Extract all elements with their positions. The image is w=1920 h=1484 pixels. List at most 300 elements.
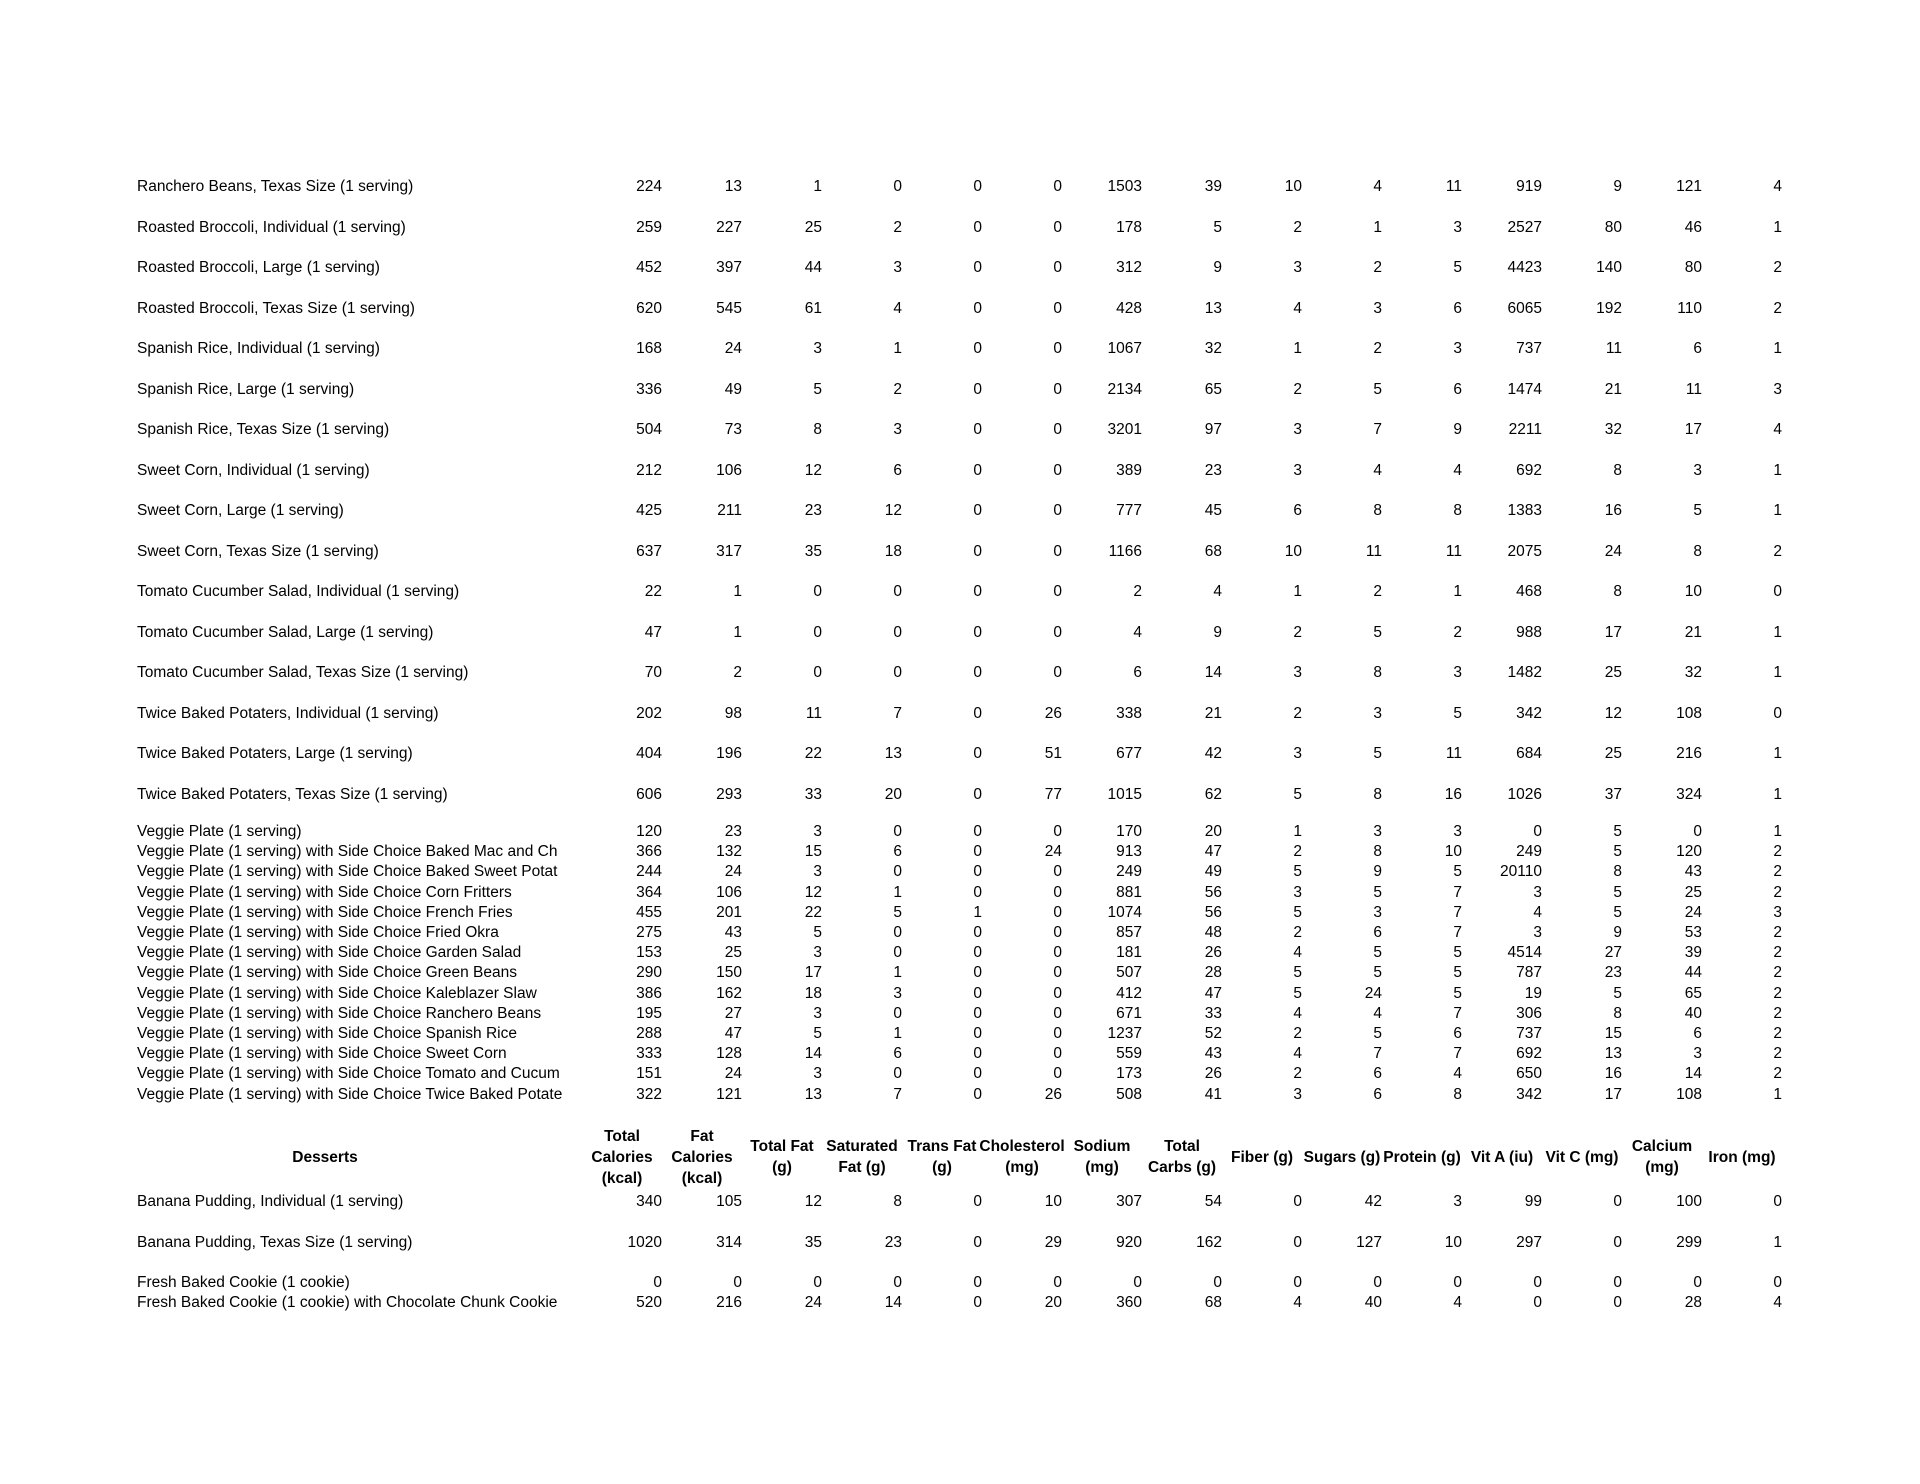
row-value: 13	[724, 178, 742, 195]
row-value: 637	[636, 542, 662, 560]
row-value: 216	[1676, 745, 1702, 762]
row-value: 692	[1516, 461, 1542, 479]
row-value: 3	[1453, 340, 1462, 357]
row-value: 6	[1453, 299, 1462, 317]
row-value: 2	[1293, 380, 1302, 398]
row-value: 17	[1604, 1085, 1622, 1103]
row-value: 428	[1116, 299, 1142, 317]
row-value: 0	[1373, 1274, 1382, 1291]
row-value: 3	[813, 1004, 822, 1022]
row-value: 3	[1293, 421, 1302, 438]
row-value: 40	[1364, 1294, 1382, 1312]
row-value: 4	[1373, 1004, 1382, 1022]
row-value: 0	[733, 1274, 742, 1291]
row-value: 0	[1053, 1004, 1062, 1022]
section-title-desserts: Desserts	[292, 1148, 358, 1166]
row-value: 162	[716, 984, 742, 1002]
row-value: 0	[973, 964, 982, 982]
row-value: 32	[1204, 340, 1222, 357]
row-item-name: Spanish Rice, Large (1 serving)	[137, 380, 355, 398]
row-value: 2	[893, 218, 902, 236]
row-value: 20	[1044, 1294, 1062, 1312]
row-value: 99	[1524, 1193, 1542, 1210]
row-value: 3	[1373, 704, 1382, 722]
row-value: 52	[1204, 1025, 1222, 1042]
row-value: 14	[804, 1045, 822, 1063]
row-item-name: Sweet Corn, Texas Size (1 serving)	[137, 542, 379, 560]
row-value: 132	[716, 843, 742, 861]
row-value: 7	[1453, 883, 1462, 901]
row-value: 0	[1053, 964, 1062, 982]
row-value: 24	[724, 1065, 742, 1083]
row-value: 0	[973, 823, 982, 840]
row-value: 1020	[627, 1233, 662, 1251]
row-item-name: Sweet Corn, Individual (1 serving)	[137, 461, 370, 479]
row-value: 3	[893, 259, 902, 276]
row-value: 26	[1204, 944, 1222, 962]
column-header: Fiber (g)	[1231, 1148, 1293, 1166]
row-value: 42	[1364, 1193, 1382, 1210]
row-value: 0	[973, 883, 982, 901]
column-header: Calcium (mg)	[1631, 1138, 1693, 1176]
row-value: 8	[893, 1193, 902, 1210]
row-value: 15	[804, 843, 822, 861]
row-value: 2	[1773, 924, 1782, 941]
row-value: 0	[1053, 1045, 1062, 1063]
row-value: 0	[973, 863, 982, 881]
row-value: 23	[1604, 964, 1622, 982]
row-value: 468	[1516, 583, 1542, 600]
row-value: 106	[716, 461, 742, 479]
row-value: 249	[1516, 843, 1542, 861]
row-value: 8	[1373, 664, 1382, 681]
row-value: 6	[1373, 1085, 1382, 1103]
row-value: 44	[1684, 964, 1702, 982]
row-value: 28	[1204, 964, 1222, 982]
row-value: 23	[804, 502, 822, 519]
row-value: 336	[636, 380, 662, 398]
row-value: 0	[1053, 259, 1062, 276]
row-value: 108	[1676, 704, 1702, 722]
row-value: 0	[1053, 218, 1062, 236]
row-value: 23	[1204, 461, 1222, 479]
row-value: 106	[716, 883, 742, 901]
row-value: 0	[973, 745, 982, 762]
row-value: 1	[1773, 1085, 1782, 1103]
row-value: 26	[1044, 1085, 1062, 1103]
row-value: 28	[1684, 1294, 1702, 1312]
row-value: 5	[1693, 502, 1702, 519]
row-value: 0	[1053, 178, 1062, 195]
row-value: 0	[973, 299, 982, 317]
row-value: 3	[813, 340, 822, 357]
row-value: 1237	[1107, 1025, 1142, 1042]
row-value: 288	[636, 1025, 662, 1042]
row-value: 0	[893, 823, 902, 840]
row-value: 40	[1684, 1004, 1702, 1022]
row-value: 2	[1773, 843, 1782, 861]
row-value: 0	[1693, 823, 1702, 840]
row-value: 0	[813, 623, 822, 641]
column-header: Cholesterol (mg)	[979, 1138, 1065, 1176]
row-value: 6	[1373, 924, 1382, 941]
row-value: 0	[1053, 340, 1062, 357]
row-value: 6	[1133, 664, 1142, 681]
row-value: 307	[1116, 1193, 1142, 1210]
row-value: 7	[1453, 924, 1462, 941]
row-value: 425	[636, 502, 662, 519]
row-value: 128	[716, 1045, 742, 1063]
row-value: 8	[1373, 785, 1382, 803]
row-value: 3	[893, 421, 902, 438]
row-value: 5	[1373, 883, 1382, 901]
row-value: 1474	[1507, 380, 1542, 398]
row-value: 37	[1604, 785, 1622, 803]
row-value: 47	[644, 623, 662, 641]
row-value: 338	[1116, 704, 1142, 722]
row-value: 12	[804, 461, 822, 479]
row-value: 0	[973, 944, 982, 962]
row-value: 24	[724, 340, 742, 357]
row-value: 2	[893, 380, 902, 398]
row-value: 43	[1684, 863, 1702, 881]
row-value: 10	[1284, 178, 1302, 195]
row-value: 178	[1116, 218, 1142, 236]
row-value: 3	[1533, 883, 1542, 901]
row-value: 11	[1445, 745, 1462, 762]
row-value: 1	[1293, 823, 1302, 840]
row-value: 68	[1204, 1294, 1222, 1312]
row-value: 216	[716, 1294, 742, 1312]
row-value: 5	[1373, 964, 1382, 982]
row-value: 1	[1773, 664, 1782, 681]
row-value: 913	[1116, 843, 1142, 861]
row-value: 0	[973, 542, 982, 560]
row-value: 23	[724, 823, 742, 840]
row-item-name: Tomato Cucumber Salad, Texas Size (1 serving)	[137, 664, 469, 681]
row-value: 14	[1204, 664, 1222, 681]
row-value: 22	[644, 583, 662, 600]
row-item-name: Twice Baked Potaters, Large (1 serving)	[137, 745, 413, 762]
row-value: 227	[716, 218, 742, 236]
row-value: 5	[1373, 623, 1382, 641]
row-value: 0	[1213, 1274, 1222, 1291]
row-value: 3	[1293, 745, 1302, 762]
row-value: 5	[1453, 944, 1462, 962]
row-value: 737	[1516, 1025, 1542, 1042]
row-value: 192	[1596, 299, 1622, 317]
row-value: 21	[1604, 380, 1622, 398]
row-value: 33	[804, 785, 822, 803]
row-value: 1	[1773, 745, 1782, 762]
row-value: 0	[1053, 883, 1062, 901]
row-value: 5	[1293, 984, 1302, 1002]
row-value: 212	[636, 461, 662, 479]
row-value: 0	[1053, 421, 1062, 438]
row-value: 105	[716, 1193, 742, 1210]
row-value: 224	[636, 178, 662, 195]
row-value: 6	[1693, 340, 1702, 357]
row-value: 6	[1293, 502, 1302, 519]
row-value: 13	[1204, 299, 1222, 317]
row-value: 293	[716, 785, 742, 803]
row-value: 7	[1373, 1045, 1382, 1063]
row-value: 150	[716, 964, 742, 982]
row-value: 4	[1293, 1294, 1302, 1312]
row-value: 80	[1604, 218, 1622, 236]
row-item-name: Veggie Plate (1 serving)	[137, 823, 302, 840]
row-value: 312	[1116, 259, 1142, 276]
row-value: 0	[973, 583, 982, 600]
row-value: 0	[893, 944, 902, 962]
row-value: 504	[636, 421, 662, 438]
row-value: 11	[1685, 380, 1702, 398]
row-value: 4	[1453, 1294, 1462, 1312]
row-value: 737	[1516, 340, 1542, 357]
row-value: 4	[1293, 299, 1302, 317]
row-value: 151	[636, 1065, 662, 1083]
row-value: 35	[804, 1233, 822, 1251]
row-value: 22	[804, 903, 822, 921]
row-value: 2	[1133, 583, 1142, 600]
row-value: 0	[893, 664, 902, 681]
column-header: Saturated Fat (g)	[826, 1138, 898, 1176]
row-value: 0	[973, 664, 982, 681]
row-value: 2211	[1508, 421, 1542, 438]
column-header: Trans Fat (g)	[907, 1138, 977, 1176]
row-value: 46	[1684, 218, 1702, 236]
row-value: 3	[1293, 883, 1302, 901]
row-value: 120	[1676, 843, 1702, 861]
row-value: 2	[1773, 299, 1782, 317]
row-value: 35	[804, 542, 822, 560]
row-value: 0	[813, 583, 822, 600]
row-value: 919	[1516, 178, 1542, 195]
row-value: 1	[893, 964, 902, 982]
row-value: 4	[1373, 178, 1382, 195]
row-value: 17	[1684, 421, 1702, 438]
row-value: 5	[1613, 903, 1622, 921]
row-value: 20	[1204, 823, 1222, 840]
row-value: 3	[1773, 903, 1782, 921]
row-value: 7	[893, 1085, 902, 1103]
row-value: 3	[813, 944, 822, 962]
row-item-name: Veggie Plate (1 serving) with Side Choice Fried Okra	[137, 924, 499, 941]
row-value: 6	[1373, 1065, 1382, 1083]
row-value: 153	[636, 944, 662, 962]
row-item-name: Veggie Plate (1 serving) with Side Choice Kaleblazer Slaw	[137, 984, 537, 1002]
row-value: 8	[1613, 863, 1622, 881]
row-value: 0	[893, 1065, 902, 1083]
row-value: 196	[716, 745, 742, 762]
row-value: 5	[1293, 785, 1302, 803]
row-value: 1	[1773, 623, 1782, 641]
row-value: 6	[893, 1045, 902, 1063]
row-value: 202	[636, 704, 662, 722]
row-value: 3201	[1107, 421, 1142, 438]
row-value: 3	[1293, 1085, 1302, 1103]
row-value: 9	[1613, 178, 1622, 195]
row-value: 0	[973, 785, 982, 803]
row-value: 1026	[1507, 785, 1542, 803]
row-value: 13	[884, 745, 902, 762]
row-value: 857	[1116, 924, 1142, 941]
row-value: 10	[1284, 542, 1302, 560]
row-value: 0	[1533, 1294, 1542, 1312]
row-value: 0	[1053, 623, 1062, 641]
row-item-name: Banana Pudding, Texas Size (1 serving)	[137, 1233, 413, 1251]
row-value: 3	[1373, 823, 1382, 840]
row-value: 2	[1773, 259, 1782, 276]
row-value: 41	[1204, 1085, 1222, 1103]
row-value: 48	[1204, 924, 1222, 941]
row-value: 62	[1204, 785, 1222, 803]
row-value: 1	[893, 883, 902, 901]
row-value: 0	[893, 924, 902, 941]
row-value: 3	[1293, 259, 1302, 276]
row-value: 4	[1213, 583, 1222, 600]
row-value: 140	[1596, 259, 1622, 276]
row-value: 0	[973, 1274, 982, 1291]
row-value: 1	[1373, 218, 1382, 236]
row-value: 2	[1373, 259, 1382, 276]
row-value: 6	[893, 843, 902, 861]
row-value: 20	[884, 785, 902, 803]
row-value: 397	[716, 259, 742, 276]
row-value: 14	[884, 1294, 902, 1312]
row-value: 3	[1453, 664, 1462, 681]
row-value: 4	[1373, 461, 1382, 479]
row-value: 1	[1773, 785, 1782, 803]
row-value: 6065	[1507, 299, 1542, 317]
row-value: 1015	[1107, 785, 1142, 803]
row-value: 0	[973, 843, 982, 861]
row-value: 606	[636, 785, 662, 803]
row-value: 0	[1693, 1274, 1702, 1291]
row-value: 0	[1053, 299, 1062, 317]
row-value: 5	[1453, 964, 1462, 982]
row-value: 0	[1293, 1233, 1302, 1251]
row-value: 47	[1204, 984, 1222, 1002]
row-value: 360	[1116, 1294, 1142, 1312]
row-value: 7	[1453, 1045, 1462, 1063]
row-value: 173	[1116, 1065, 1142, 1083]
row-value: 65	[1204, 380, 1222, 398]
row-value: 2	[1773, 964, 1782, 982]
row-value: 12	[804, 1193, 822, 1210]
row-value: 8	[1693, 542, 1702, 560]
row-value: 507	[1116, 964, 1142, 982]
row-value: 5	[1453, 704, 1462, 722]
row-value: 2	[1293, 924, 1302, 941]
row-value: 56	[1204, 903, 1222, 921]
row-value: 14	[1684, 1065, 1702, 1083]
row-value: 0	[973, 1294, 982, 1312]
row-value: 1	[733, 623, 742, 641]
row-value: 2	[1773, 1004, 1782, 1022]
row-value: 121	[716, 1085, 742, 1103]
row-value: 0	[1053, 1065, 1062, 1083]
row-value: 24	[1604, 542, 1622, 560]
row-value: 73	[724, 421, 742, 438]
row-value: 27	[724, 1004, 742, 1022]
row-value: 8	[1613, 1004, 1622, 1022]
row-value: 2	[1373, 340, 1382, 357]
row-value: 0	[893, 623, 902, 641]
row-value: 5	[1373, 944, 1382, 962]
row-item-name: Veggie Plate (1 serving) with Side Choice French Fries	[137, 903, 513, 921]
row-value: 620	[636, 299, 662, 317]
row-value: 0	[1613, 1193, 1622, 1210]
row-value: 25	[1604, 745, 1622, 762]
row-value: 13	[1604, 1045, 1622, 1063]
row-value: 386	[636, 984, 662, 1002]
row-value: 2	[1773, 1045, 1782, 1063]
row-value: 317	[716, 542, 742, 560]
row-value: 0	[1053, 664, 1062, 681]
row-value: 0	[813, 664, 822, 681]
row-value: 0	[973, 1045, 982, 1063]
row-value: 3	[813, 823, 822, 840]
row-value: 0	[973, 1085, 982, 1103]
row-value: 5	[1453, 984, 1462, 1002]
row-value: 0	[1773, 1274, 1782, 1291]
row-value: 0	[973, 340, 982, 357]
row-value: 4	[1293, 944, 1302, 962]
row-value: 5	[1373, 745, 1382, 762]
row-value: 77	[1044, 785, 1062, 803]
row-value: 3	[813, 863, 822, 881]
column-header: Sodium (mg)	[1073, 1138, 1131, 1176]
row-value: 68	[1204, 542, 1222, 560]
column-header: Fat Calories (kcal)	[671, 1127, 733, 1187]
row-value: 17	[1604, 623, 1622, 641]
row-value: 51	[1044, 745, 1062, 762]
row-value: 61	[804, 299, 822, 317]
row-value: 5	[1213, 218, 1222, 236]
row-value: 162	[1196, 1233, 1222, 1251]
row-value: 545	[716, 299, 742, 317]
row-value: 3	[1293, 664, 1302, 681]
column-header: Sugars (g)	[1303, 1148, 1381, 1166]
row-value: 244	[636, 863, 662, 881]
row-value: 0	[1053, 1025, 1062, 1042]
row-value: 24	[1684, 903, 1702, 921]
row-value: 1	[1773, 461, 1782, 479]
row-value: 1067	[1107, 340, 1142, 357]
row-value: 25	[724, 944, 742, 962]
row-value: 56	[1204, 883, 1222, 901]
row-value: 17	[804, 964, 822, 982]
row-value: 787	[1516, 964, 1542, 982]
row-item-name: Veggie Plate (1 serving) with Side Choice Corn Fritters	[137, 883, 512, 901]
row-value: 29	[1044, 1233, 1062, 1251]
row-item-name: Banana Pudding, Individual (1 serving)	[137, 1193, 404, 1210]
row-value: 0	[1053, 863, 1062, 881]
row-value: 181	[1116, 944, 1142, 962]
row-item-name: Veggie Plate (1 serving) with Side Choice Spanish Rice	[137, 1025, 517, 1042]
row-value: 0	[973, 1004, 982, 1022]
row-value: 650	[1516, 1065, 1542, 1083]
row-value: 455	[636, 903, 662, 921]
row-value: 342	[1516, 1085, 1542, 1103]
row-item-name: Veggie Plate (1 serving) with Side Choice Baked Mac and Ch	[137, 843, 558, 861]
row-value: 0	[1613, 1274, 1622, 1291]
row-value: 2527	[1507, 218, 1542, 236]
row-value: 1	[1773, 1233, 1782, 1251]
row-value: 18	[804, 984, 822, 1002]
row-value: 8	[813, 421, 822, 438]
